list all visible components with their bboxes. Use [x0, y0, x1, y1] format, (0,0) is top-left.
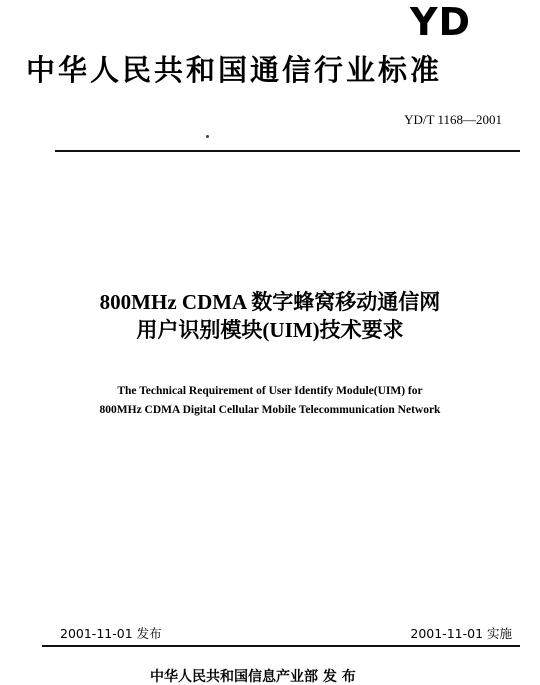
scan-speck: [206, 135, 209, 138]
chinese-title: [40, 288, 500, 344]
standard-type-heading: 中华人民共和国通信行业标准: [26, 53, 443, 87]
implementation-date: 2001-11-01 实施: [410, 626, 512, 641]
issue-date: 2001-11-01 发布: [60, 626, 162, 641]
standard-number: YD/T 1168—2001: [404, 112, 502, 127]
footer-divider: [42, 645, 520, 647]
english-title-line-1: The Technical Requirement of User Identify Module(UIM) for: [117, 385, 423, 397]
header-divider: [55, 150, 520, 152]
english-title-line-2: 800MHz CDMA Digital Cellular Mobile Telecommunication Network: [99, 404, 441, 416]
english-title: [20, 382, 520, 420]
chinese-title-line-2: 用户识别模块(UIM)技术要求: [136, 318, 404, 342]
chinese-title-line-1: 800MHz CDMA 数字蜂窝移动通信网: [99, 290, 441, 314]
yd-logo: YD: [410, 0, 472, 44]
publisher-line: 中华人民共和国信息产业部 发 布: [150, 669, 356, 685]
